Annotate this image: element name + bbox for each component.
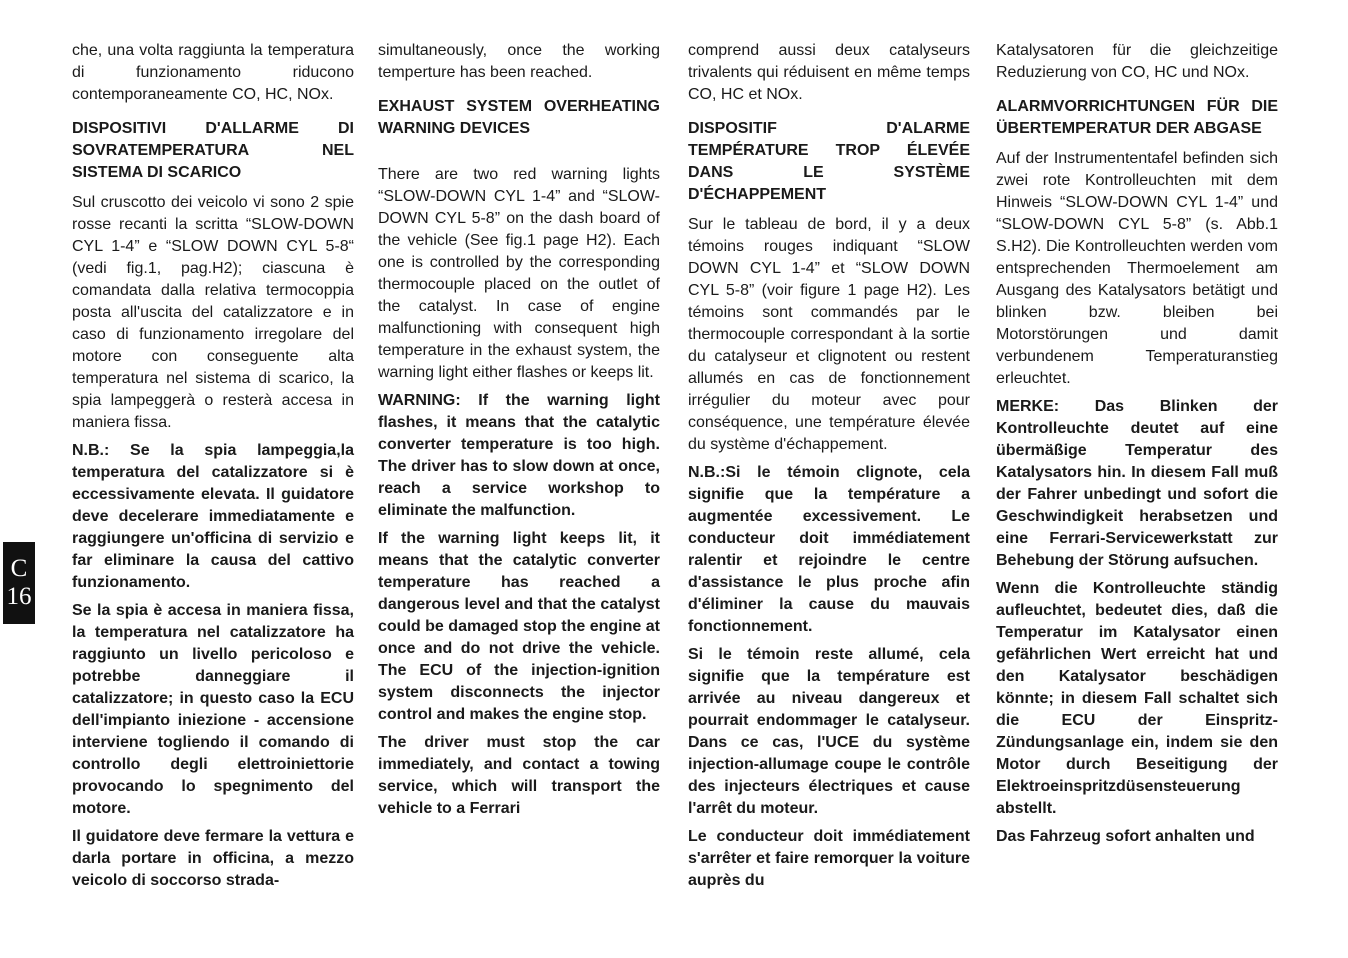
section-letter: C [10, 555, 28, 582]
it-intro: che, una volta raggiunta la temperatura di funzionamento riducono contemporaneamente CO, HC, NOx. [72, 42, 354, 103]
en-warning: WARNING: If the warning light flashes, it means that the catalytic converter temperature is too high. The driver has to slow down at once, reach a service workshop to eliminate the malfunction. [378, 392, 660, 519]
fr-heading: DISPOSITIF D'ALARME TEMPÉRATURE TROP ÉLEVÉE DANS LE SYSTÈME D'ÉCHAPPEMENT [688, 120, 970, 203]
it-paragraph-1: Sul cruscotto dei veicolo vi sono 2 spie rosse recanti la scritta “SLOW-DOWN CYL 1-4” e “SLOW DOWN CYL 5-8“ (vedi fig.1, pag.H2); ciascuna è comandata dalla relativa termocoppia posta all'uscita del catalizzatore e in caso di funzionamento irregolare del motore con conseguente alta temperatura nel sistema di scarico, la spia lampeggerà o resterà accesa in maniera fissa. [72, 194, 354, 431]
it-heading: DISPOSITIVI D'ALLARME DI SOVRATEMPERATURA NEL SISTEMA DI SCARICO [72, 120, 354, 181]
french-column [688, 40, 970, 898]
de-paragraph-4: Das Fahrzeug sofort anhalten und [996, 828, 1255, 845]
de-paragraph-3: Wenn die Kontrolleuchte ständig aufleuchtet, bedeutet dies, daß die Temperatur im Katalysator einen gefährlichen Wert erreicht hat und den Katalysator beschädigen könnte; in diesem Fall schaltet sich die ECU der Einspritz-Zündungsanlage ein, indem sie den Motor durch Beseitigung der Elektroeinspritzdüsensteuerung abstellt. [996, 580, 1278, 817]
fr-note: N.B.:Si le témoin clignote, cela signifie que la température a augmentée excessivement. Le conducteur doit immédiatement ralentir et rejoindre le centre d'assistance le plus proche afin d'éliminer la cause du mauvais fonctionnement. [688, 464, 970, 635]
en-paragraph-1: There are two red warning lights “SLOW-DOWN CYL 1-4” and “SLOW-DOWN CYL 5-8” on the dash board of the vehicle (See fig.1 page H2). Each one is controlled by the corresponding thermocouple placed on the outlet of the catalyst. In case of engine malfunctioning with consequent high temperature in the exhaust system, the warning light either flashes or keeps lit. [378, 166, 660, 381]
en-heading: EXHAUST SYSTEM OVERHEATING WARNING DEVICES [378, 98, 660, 137]
page-number: 16 [6, 583, 32, 610]
en-paragraph-3: If the warning light keeps lit, it means that the catalytic converter temperature has reached a dangerous level and that the catalyst could be damaged stop the engine at once and do not drive the vehicle. The ECU of the injection-ignition system disconnects the injector control and makes the engine stop. [378, 530, 660, 723]
it-paragraph-3: Se la spia è accesa in maniera fissa, la temperatura nel catalizzatore ha raggiunto un livello pericoloso e potrebbe danneggiare il catalizzatore; in questo caso la ECU dell'impianto iniezione - accensione interviene togliendo il comando di controllo degli elettroiniettorie provocando lo spegnimento del motore. [72, 602, 354, 817]
fr-paragraph-1: Sur le tableau de bord, il y a deux témoins rouges indiquant “SLOW DOWN CYL 1-4” et “SLOW DOWN CYL 5-8” (voir figure 1 page H2). Les témoins sont commandés par le thermocouple correspondant à la sortie du catalyseur et clignotent ou restent allumés en cas de fonctionnement irrégulier du moteur avec pour conséquence, une température élevée du système d'échappement. [688, 216, 970, 453]
fr-intro: comprend aussi deux catalyseurs trivalents qui réduisent en même temps CO, HC et NOx. [688, 42, 970, 103]
section-page-tab [3, 542, 35, 624]
it-paragraph-4: Il guidatore deve fermare la vettura e darla portare in officina, a mezzo veicolo di soccorso strada- [72, 828, 354, 889]
german-column [996, 40, 1278, 854]
english-column [378, 40, 660, 826]
italian-column [72, 40, 354, 898]
de-paragraph-1: Auf der Instrumententafel befinden sich zwei rote Kontrolleuchten mit dem Hinweis “SLOW-DOWN CYL 1-4” und “SLOW-DOWN CYL 5-8” (s. Abb.1 S.H2). Die Kontrolleuchten werden vom entsprechenden Thermoelement am Ausgang des Katalysators betätigt und blinken bzw. bleiben bei Motorstörungen und damit verbundenem Temperaturanstieg erleuchtet. [996, 150, 1278, 387]
en-intro: simultaneously, once the working temperture has been reached. [378, 42, 660, 81]
fr-paragraph-4: Le conducteur doit immédiatement s'arrêter et faire remorquer la voiture auprès du [688, 828, 970, 889]
en-paragraph-4: The driver must stop the car immediately, and contact a towing service, which will transport the vehicle to a Ferrari [378, 734, 660, 817]
fr-paragraph-3: Si le témoin reste allumé, cela signifie que la température est arrivée au niveau dangereux et pourrait endommager le catalyseur. Dans ce cas, l'UCE du système injection-allumage coupe le contrôle des injecteurs électriques et cause l'arrêt du moteur. [688, 646, 970, 817]
de-merke: MERKE: Das Blinken der Kontrolleuchte deutet auf eine übermäßige Temperatur des Katalysators hin. In diesem Fall muß der Fahrer unbedingt und sofort die Geschwindigkeit herabsetzen und eine Ferrari-Servicewerkstatt zur Behebung der Störung aufsuchen. [996, 398, 1278, 569]
it-note: N.B.: Se la spia lampeggia,la temperatura del catalizzatore si è eccessivamente elevata. Il guidatore deve decelerare immediatamente e raggiungere un'officina di servizio e far eliminare la causa del cattivo funzionamento. [72, 442, 354, 591]
de-heading: ALARMVORRICHTUNGEN FÜR DIE ÜBERTEMPERATUR DER ABGASE [996, 98, 1278, 137]
de-intro: Katalysatoren für die gleichzeitige Reduzierung von CO, HC und NOx. [996, 42, 1278, 81]
